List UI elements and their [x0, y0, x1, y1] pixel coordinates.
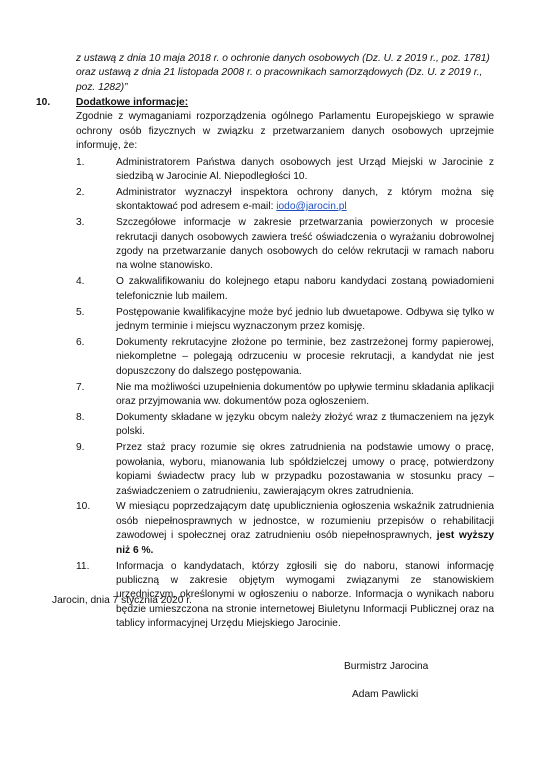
- item-text: Informacja o kandydatach, którzy zgłosili się do naboru, stanowi informację publiczną w zakresie objętym wymogami związanymi ze stanowiskiem urzędniczym, określonymi w ogłoszeniu o naborze. Informacja o wynikach naboru będzie umieszczona na stronie internetowej Biuletynu Informacji Publicznej oraz na tablicy informacyjnej Urzędu Miejskiego Jarocinie.: [116, 560, 494, 630]
- intro-line: oraz ustawą z dnia 21 listopada 2008 r. o pracownikach samorządowych (Dz. U. z 2019 r.,: [76, 67, 483, 79]
- item-text-content: Administrator wyznaczył inspektora ochrony danych, z którym można się skontaktować pod adresem e-mail:: [116, 186, 494, 213]
- list-item: [76, 500, 494, 558]
- list-item: [76, 156, 494, 185]
- list-item: [76, 411, 494, 440]
- email-link[interactable]: iodo@jarocin.pl: [276, 201, 347, 213]
- list-item: [76, 186, 494, 215]
- list-item: [76, 216, 494, 274]
- intro-line: poz. 1282)”: [76, 81, 128, 93]
- section-additional-info: [36, 96, 496, 633]
- item-number: 9.: [76, 442, 85, 454]
- item-emphasis: jest wyższy niż 6 %.: [116, 530, 494, 556]
- item-number: 2.: [76, 186, 85, 198]
- item-text: Szczegółowe informacje w zakresie przetwarzania powierzonych w procesie rekrutacji danych osobowych zawiera treść oświadczenia o wyrażaniu dobrowolnej zgody na przetwarzanie danych osobowych do celów rekrutacji w ramach naboru na wolne stanowisko.: [116, 217, 494, 272]
- item-text: Postępowanie kwalifikacyjne może być jednio lub dwuetapowe. Odbywa się tylko w jednym terminie i miejscu wyznaczonym przez komisję.: [116, 306, 494, 333]
- item-text: Administratorem Państwa danych osobowych jest Urząd Miejski w Jarocinie z siedzibą w Jarocinie Al. Niepodległości 10.: [116, 156, 494, 183]
- item-number: 3.: [76, 217, 85, 229]
- item-text-content: W miesiącu poprzedzającym datę upublicznienia ogłoszenia wskaźnik zatrudnienia osób niepełnosprawnych w jednostce, w rozumieniu przepisów o rehabilitacji zawodowej i społecznej oraz zatrudnieniu osób niepełnosprawnych,: [116, 501, 494, 542]
- signature-name: Adam Pawlicki: [352, 689, 419, 700]
- item-number: 8.: [76, 412, 85, 424]
- section-number: 10.: [36, 97, 51, 108]
- item-text: O zakwalifikowaniu do kolejnego etapu naboru kandydaci zostaną powiadomieni telefonicznie lub mailem.: [116, 276, 494, 302]
- item-text: [116, 500, 494, 558]
- item-text: Dokumenty rekrutacyjne złożone po terminie, bez zastrzeżonej formy papierowej, niekompletne – polegają odrzuceniu w procesie rekrutacji, a kandydat nie jest dopuszczony do dalszego postępowania.: [116, 337, 494, 377]
- list-item: [76, 275, 494, 304]
- section-body: [76, 110, 494, 631]
- section-title: Dodatkowe informacje:: [76, 97, 189, 108]
- info-list: [76, 156, 494, 632]
- item-number: 1.: [76, 156, 85, 168]
- item-number: 11.: [76, 560, 90, 572]
- section-heading: [36, 96, 496, 110]
- list-item: [76, 306, 494, 335]
- signature-title: Burmistrz Jarocina: [344, 661, 429, 672]
- item-number: 7.: [76, 381, 85, 393]
- item-text: [116, 186, 494, 215]
- intro-line: z ustawą z dnia 10 maja 2018 r. o ochronie danych osobowych (Dz. U. z 2019 r., poz. 1781): [76, 53, 490, 64]
- section-lead: Zgodnie z wymaganiami rozporządzenia ogólnego Parlamentu Europejskiego w sprawie ochrony osób fizycznych w związku z przetwarzaniem danych osobowych uprzejmie informuję, że:: [76, 111, 494, 152]
- date-line: Jarocin, dnia 7 stycznia 2020 r.: [52, 595, 192, 606]
- item-text: Nie ma możliwości uzupełnienia dokumentów po upływie terminu składania aplikacji oraz przyjmowania ww. dokumentów poza ogłoszeniem.: [116, 381, 494, 408]
- item-text: Dokumenty składane w języku obcym należy złożyć wraz z tłumaczeniem na język polski.: [116, 412, 494, 438]
- item-number: 5.: [76, 306, 85, 318]
- list-item: [76, 336, 494, 379]
- item-text: Przez staż pracy rozumie się okres zatrudnienia na podstawie umowy o pracę, powołania, wyboru, mianowania lub spółdzielczej umowy o pracę, potwierdzony kopiami świadectw pracy lub w przypadku pozostawania w stosunku pracy – zaświadczeniem o zatrudnieniu, zawierającym okres zatrudnienia.: [116, 442, 494, 497]
- item-number: 4.: [76, 276, 85, 288]
- list-item: [76, 381, 494, 410]
- list-item: [76, 441, 494, 499]
- item-number: 10.: [76, 501, 91, 513]
- item-number: 6.: [76, 337, 85, 348]
- intro-text: [76, 52, 494, 95]
